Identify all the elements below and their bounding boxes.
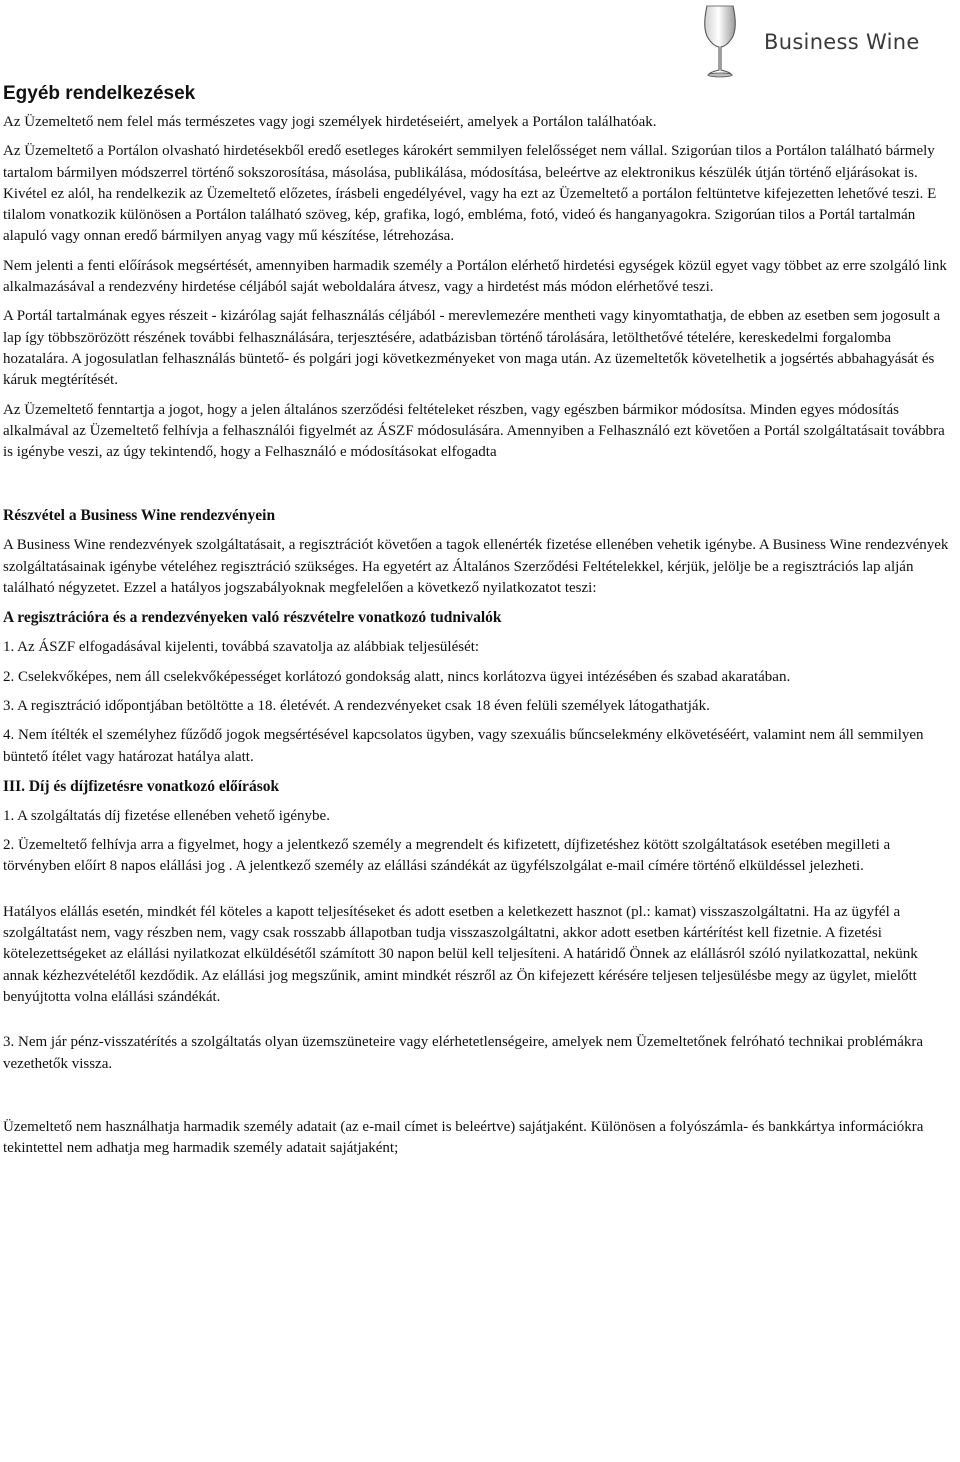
section-heading-egyeb: Egyéb rendelkezések — [3, 83, 196, 104]
list-item: 3. Nem jár pénz-visszatérítés a szolgáltatás olyan üzemszüneteire vagy elérhetetlenségeire, amelyek nem Üzemeltetőnek felróható technikai problémákra vezethetők vissza. — [3, 1034, 924, 1072]
paragraph: Az Üzemeltető fenntartja a jogot, hogy a jelen általános szerződési feltételeket részben, vagy egészben bármikor módosítsa. Minden egyes módosítás alkalmával az Üzemeltető felhívja a felhasználói figyelmét az ÁSZF módosulására. Amennyiben a Felhasználó ezt követően a Portál szolgáltatásait továbbra is igénybe veszi, az úgy tekintendő, hogy a Felhasználó e módosításokat elfogadta — [3, 401, 945, 461]
business-wine-logo — [700, 0, 960, 80]
paragraph: A Business Wine rendezvények szolgáltatásait, a regisztrációt követően a tagok ellenérték fizetése ellenében vehetik igénybe. A Business Wine rendezvények szolgáltatásainak igénybe vételéhez regisztráció szükséges. Ha egyetért az Általános Szerződési Feltételekkel, kérjük, jelölje be a regisztrációs lap alján található négyzetet. Ezzel a hatályos jogszabályoknak megfelelően a következő nyilatkozatot teszi: — [3, 537, 949, 597]
list-item: 3. A regisztráció időpontjában betöltötte a 18. életévét. A rendezvényeket csak 18 éven felüli személyek látogathatják. — [3, 697, 710, 714]
section-heading-dij: III. Díj és díjfizetésre vonatkozó előírások — [3, 777, 280, 795]
list-item: 4. Nem ítélték el személyhez fűződő jogok megsértésével kapcsolatos ügyben, vagy szexuális bűncselekmény elkövetéséért, valamint nem áll semmilyen büntető ítélet vagy határozat hatálya alatt. — [3, 727, 924, 765]
list-item: 1. A szolgáltatás díj fizetése ellenében vehető igénybe. — [3, 807, 330, 824]
list-item: 2. Üzemeltető felhívja arra a figyelmet, hogy a jelentkező személy a megrendelt és kifizetett, díjfizetéshez kötött szolgáltatások esetében megilleti a törvényben előírt 8 napos elállási jog . A jelentkező személy az elállási szándékát az ügyfélszolgálat e-mail címére történő elküldéssel jelezheti. — [3, 837, 891, 875]
paragraph: Nem jelenti a fenti előírások megsértését, amennyiben harmadik személy a Portálon elérhető hirdetési egységek közül egyet vagy többet az erre szolgáló link alkalmazásával a rendezvény hirdetése céljából saját weboldalára átvesz, vagy a hirdetést más módon elérhetővé teszi. — [3, 257, 947, 296]
logo-text: Business Wine — [764, 30, 920, 54]
list-item: 1. Az ÁSZF elfogadásával kijelenti, továbbá szavatolja az alábbiak teljesülését: — [3, 639, 480, 656]
paragraph: Üzemeltető nem használhatja harmadik személy adatait (az e-mail címet is beleértve) sajátjaként. Különösen a folyószámla- és bankkártya információkra tekintettel nem adhatja meg harmadik személy adatait sajátjaként; — [3, 1118, 924, 1157]
paragraph: Az Üzemeltető a Portálon olvasható hirdetésekből eredő esetleges károkért semmilyen felelősséget nem vállal. Szigorúan tilos a Portálon található bármely tartalom bármilyen módszerrel történő sokszorosítása, másolása, publikálása, módosítása, beleértve az elektronikus készülék útján történő eljárásokat is. Kivétel ez alól, ha rendelkezik az Üzemeltető előzetes, írásbeli engedélyével, vagy ha ezt az Üzemeltető a portálon feltüntetve kifejezetten lehetővé teszi. E tilalom vonatkozik különösen a Portálon található szöveg, kép, grafika, logó, embléma, fotó, videó és hanganyagokra. Szigorúan tilos a Portál tartalmán alapuló vagy onnan eredő bármilyen anyag vagy mű készítése, létrehozása. — [3, 143, 937, 245]
section-heading-reszvetel: Részvétel a Business Wine rendezvényein — [3, 507, 276, 525]
wine-glass-icon — [700, 4, 740, 78]
paragraph: A Portál tartalmának egyes részeit - kizárólag saját felhasználás céljából - merevlemezére mentheti vagy kinyomtathatja, de ebben az esetben sem jogosult a lap így többszörözött részének további felhasználására, terjesztésére, adatbázisban történő tárolására, letölthetővé tételére, kereskedelmi forgalomba hozatalára. A jogosulatlan felhasználás büntető- és polgári jogi következményeket von maga után. Az üzemeltetők követelhetik a jogsértés abbahagyását és káruk megtérítését. — [3, 308, 941, 389]
paragraph: Az Üzemeltető nem felel más természetes vagy jogi személyek hirdetéseiért, amelyek a Portálon találhatóak. — [3, 114, 657, 130]
section-heading-regisztracio: A regisztrációra és a rendezvényeken való részvételre vonatkozó tudnivalók — [3, 609, 502, 627]
list-item: 2. Cselekvőképes, nem áll cselekvőképességet korlátozó gondokság alatt, nincs korlátozva ügyei intézésében és szabad akaratában. — [3, 668, 791, 685]
document-body — [3, 80, 955, 1167]
paragraph: Hatályos elállás esetén, mindkét fél köteles a kapott teljesítéseket és adott esetben a keletkezett hasznot (pl.: kamat) visszaszolgáltatni. Ha az ügyfél a szolgáltatást nem, vagy részben nem, vagy csak rosszabb állapotban tudja visszaszolgáltatni, akkor adott esetben kártérítést kell fizetnie. A fizetési kötelezettségeket az elállási nyilatkozat elküldésétől számított 30 napon belül kell teljesíteni. A határidő Önnek az elállásról szóló nyilatkozattal, nekünk annak kézhezvételétől kezdődik. Az elállási jog megszűnik, amint mindkét részről az Ön kifejezett kérésére teljesen teljesülésbe megy az ügylet, mielőtt benyújtotta volna elállási szándékát. — [3, 903, 918, 1005]
